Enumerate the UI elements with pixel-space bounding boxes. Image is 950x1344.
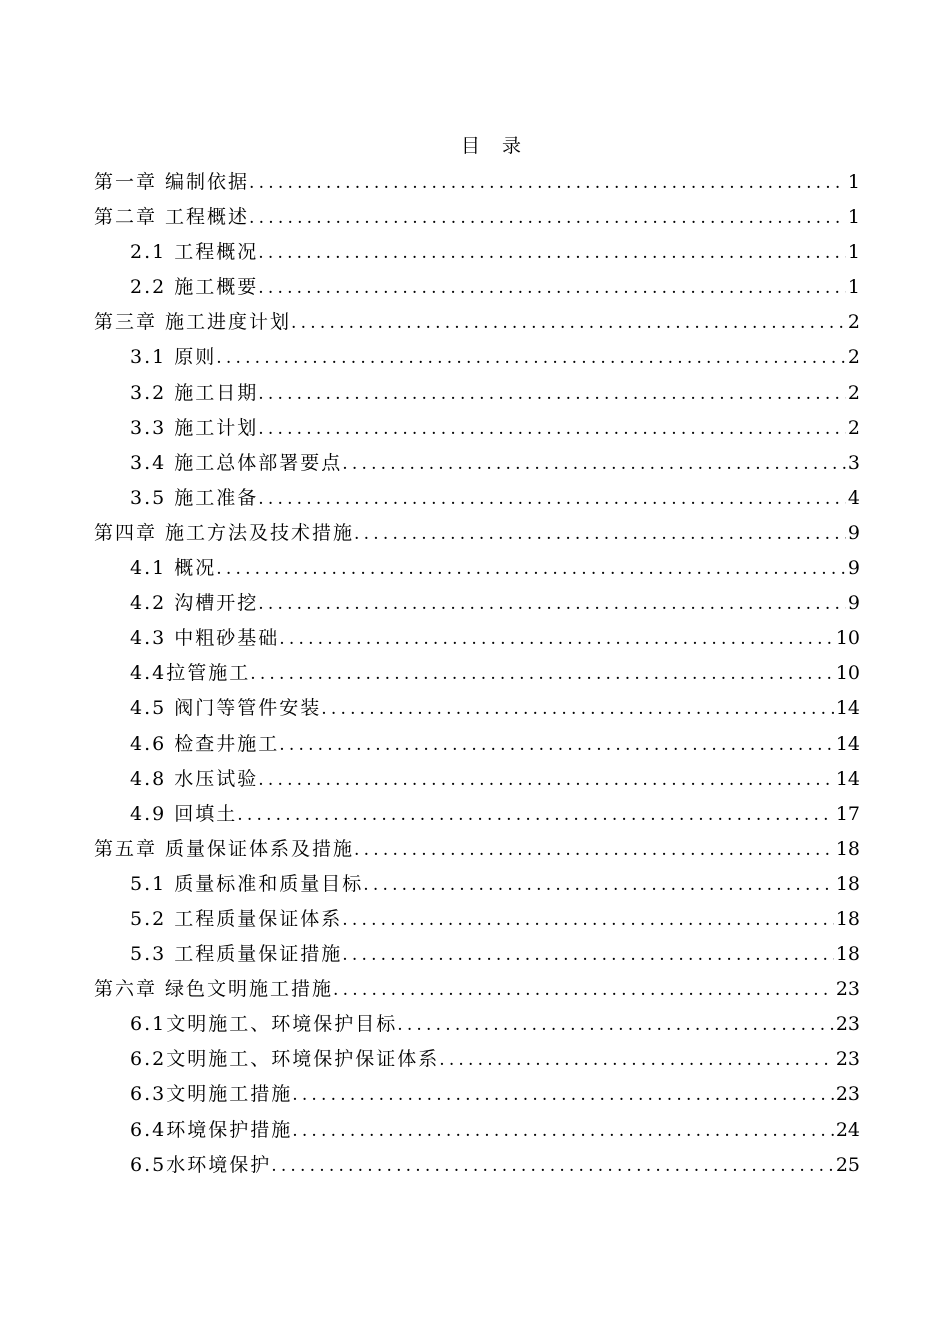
toc-entry-label: 6.3文明施工措施 [130, 1083, 293, 1106]
toc-entry-label: 6.2文明施工、环境保护保证体系 [130, 1048, 440, 1071]
toc-entry-label: 第六章 绿色文明施工措施 [94, 978, 334, 1001]
toc-entry-label: 6.1文明施工、环境保护目标 [130, 1013, 398, 1036]
toc-dot-leader [249, 201, 846, 236]
toc-dot-leader [342, 447, 846, 482]
table-of-contents [94, 165, 860, 1183]
toc-dot-leader [258, 587, 846, 622]
toc-page-number: 24 [835, 1118, 860, 1141]
toc-section-entry[interactable] [94, 727, 860, 762]
toc-dot-leader [279, 622, 834, 657]
toc-page-number: 1 [847, 171, 860, 193]
toc-dot-leader [258, 412, 846, 447]
toc-dot-leader [397, 1008, 834, 1043]
toc-dot-leader [342, 903, 834, 938]
toc-chapter-entry[interactable] [94, 165, 860, 200]
toc-entry-label: 第二章 工程概述 [94, 206, 250, 229]
toc-page-number: 18 [835, 907, 860, 930]
toc-chapter-entry[interactable] [94, 516, 860, 551]
toc-section-entry[interactable] [94, 762, 860, 797]
toc-entry-label: 4.3 中粗砂基础 [130, 627, 280, 650]
toc-entry-label: 4.1 概况 [130, 557, 217, 580]
toc-dot-leader [363, 868, 834, 903]
toc-dot-leader [216, 552, 846, 587]
toc-section-entry[interactable] [94, 656, 860, 691]
toc-entry-label: 6.5水环境保护 [130, 1153, 272, 1176]
toc-dot-leader [249, 166, 846, 201]
toc-dot-leader [342, 938, 834, 973]
toc-page-number: 10 [835, 662, 860, 685]
toc-section-entry[interactable] [94, 1007, 860, 1042]
toc-entry-label: 2.1 工程概况 [130, 241, 259, 264]
toc-page-number: 2 [847, 416, 860, 439]
toc-entry-label: 2.2 施工概要 [130, 276, 259, 299]
toc-section-entry[interactable] [94, 1148, 860, 1183]
toc-entry-label: 第四章 施工方法及技术措施 [94, 521, 355, 544]
toc-page-number: 23 [835, 1013, 860, 1036]
toc-dot-leader [279, 728, 834, 763]
toc-entry-label: 5.3 工程质量保证措施 [130, 943, 343, 966]
toc-page-number: 1 [847, 276, 860, 299]
toc-section-entry[interactable] [94, 797, 860, 832]
toc-entry-label: 5.2 工程质量保证体系 [130, 907, 343, 930]
toc-section-entry[interactable] [94, 586, 860, 621]
toc-section-entry[interactable] [94, 411, 860, 446]
toc-page-number: 14 [835, 732, 860, 755]
toc-page-number: 17 [835, 802, 860, 825]
toc-dot-leader [292, 1078, 834, 1113]
toc-page-number: 4 [847, 486, 860, 509]
toc-page-number: 2 [847, 381, 860, 404]
toc-page-number: 23 [835, 1048, 860, 1071]
toc-page-number: 2 [847, 346, 860, 369]
toc-dot-leader [291, 306, 846, 341]
toc-section-entry[interactable] [94, 937, 860, 972]
toc-section-entry[interactable] [94, 867, 860, 902]
toc-page-number: 23 [835, 1083, 860, 1106]
toc-entry-label: 5.1 质量标准和质量目标 [130, 872, 364, 895]
toc-page-number: 14 [835, 697, 860, 720]
toc-section-entry[interactable] [94, 235, 860, 270]
toc-entry-label: 第一章 编制依据 [94, 171, 250, 193]
toc-page-number: 9 [847, 557, 860, 580]
toc-chapter-entry[interactable] [94, 832, 860, 867]
toc-section-entry[interactable] [94, 340, 860, 375]
toc-section-entry[interactable] [94, 551, 860, 586]
toc-entry-label: 3.2 施工日期 [130, 381, 259, 404]
toc-dot-leader [258, 271, 846, 306]
toc-entry-label: 第三章 施工进度计划 [94, 311, 292, 334]
toc-page-number: 25 [835, 1153, 860, 1176]
toc-section-entry[interactable] [94, 376, 860, 411]
toc-section-entry[interactable] [94, 621, 860, 656]
toc-entry-label: 3.3 施工计划 [130, 416, 259, 439]
toc-dot-leader [216, 341, 846, 376]
toc-section-entry[interactable] [94, 902, 860, 937]
toc-dot-leader [250, 657, 834, 692]
toc-page-number: 1 [847, 206, 860, 229]
toc-page-number: 3 [847, 451, 860, 474]
toc-entry-label: 4.5 阀门等管件安装 [130, 697, 322, 720]
toc-dot-leader [258, 377, 846, 412]
toc-section-entry[interactable] [94, 270, 860, 305]
toc-dot-leader [439, 1043, 834, 1078]
toc-dot-leader [237, 798, 834, 833]
toc-title: 目 录 [460, 135, 530, 157]
toc-section-entry[interactable] [94, 691, 860, 726]
toc-entry-label: 4.6 检查井施工 [130, 732, 280, 755]
toc-chapter-entry[interactable] [94, 200, 860, 235]
toc-page-number: 18 [835, 837, 860, 860]
toc-page-number: 14 [835, 767, 860, 790]
toc-page-number: 10 [835, 627, 860, 650]
toc-dot-leader [271, 1149, 834, 1184]
toc-page-number: 2 [847, 311, 860, 334]
toc-dot-leader [292, 1114, 834, 1149]
toc-entry-label: 4.9 回填土 [130, 802, 238, 825]
toc-entry-label: 4.8 水压试验 [130, 767, 259, 790]
toc-entry-label: 3.5 施工准备 [130, 486, 259, 509]
toc-entry-label: 4.2 沟槽开挖 [130, 592, 259, 615]
toc-section-entry[interactable] [94, 1042, 860, 1077]
toc-section-entry[interactable] [94, 1077, 860, 1112]
toc-entry-label: 3.4 施工总体部署要点 [130, 451, 343, 474]
toc-entry-label: 3.1 原则 [130, 346, 217, 369]
toc-section-entry[interactable] [94, 481, 860, 516]
toc-section-entry[interactable] [94, 1113, 860, 1148]
toc-page-number: 23 [835, 978, 860, 1001]
toc-dot-leader [333, 973, 834, 1008]
toc-dot-leader [258, 236, 846, 271]
toc-page-number: 18 [835, 943, 860, 966]
toc-chapter-entry[interactable] [94, 972, 860, 1007]
toc-chapter-entry[interactable] [94, 305, 860, 340]
toc-dot-leader [258, 763, 834, 798]
toc-section-entry[interactable] [94, 446, 860, 481]
toc-dot-leader [321, 692, 834, 727]
toc-entry-label: 第五章 质量保证体系及措施 [94, 837, 355, 860]
toc-page-number: 18 [835, 872, 860, 895]
toc-dot-leader [354, 833, 834, 868]
toc-dot-leader [354, 517, 846, 552]
toc-page-number: 9 [847, 521, 860, 544]
toc-page-number: 9 [847, 592, 860, 615]
toc-dot-leader [258, 482, 846, 517]
toc-page-number: 1 [847, 241, 860, 264]
toc-entry-label: 4.4拉管施工 [130, 662, 251, 685]
toc-entry-label: 6.4环境保护措施 [130, 1118, 293, 1141]
